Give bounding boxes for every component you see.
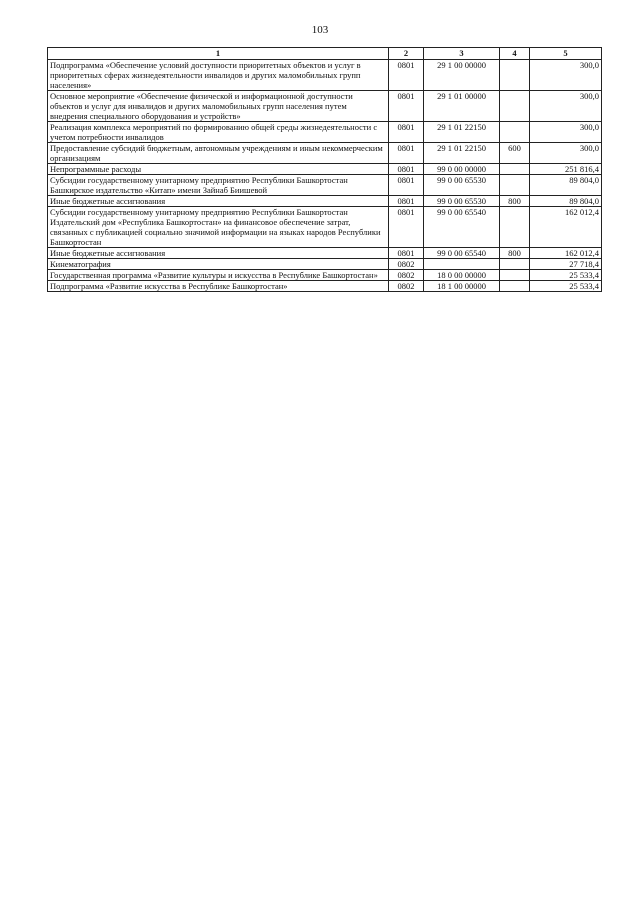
row-target: 99 0 00 65540 [424,207,500,248]
row-amount: 89 804,0 [530,196,602,207]
row-target [424,259,500,270]
row-section: 0801 [389,175,424,196]
row-amount: 25 533,4 [530,270,602,281]
row-target: 99 0 00 65540 [424,248,500,259]
row-name: Подпрограмма «Развитие искусства в Республике Башкортостан» [48,281,389,292]
row-amount: 162 012,4 [530,207,602,248]
row-expense-type [500,259,530,270]
row-section: 0801 [389,164,424,175]
row-expense-type: 600 [500,143,530,164]
row-section: 0801 [389,143,424,164]
row-expense-type: 800 [500,248,530,259]
row-section: 0801 [389,207,424,248]
row-amount: 300,0 [530,60,602,91]
table-row [48,164,602,175]
row-name: Непрограммные расходы [48,164,389,175]
row-target: 99 0 00 65530 [424,196,500,207]
table-header-row [48,48,602,60]
row-expense-type [500,164,530,175]
row-amount: 251 816,4 [530,164,602,175]
row-section: 0801 [389,196,424,207]
row-name: Предоставление субсидий бюджетным, автономным учреждениям и иным некоммерческим организациям [48,143,389,164]
row-section: 0801 [389,122,424,143]
row-target: 29 1 00 00000 [424,60,500,91]
row-target: 29 1 01 00000 [424,91,500,122]
table-row [48,91,602,122]
row-amount: 25 533,4 [530,281,602,292]
row-expense-type [500,207,530,248]
row-name: Реализация комплекса мероприятий по формированию общей среды жизнедеятельности с учетом потребности инвалидов [48,122,389,143]
row-name: Государственная программа «Развитие культуры и искусства в Республике Башкортостан» [48,270,389,281]
row-name: Субсидии государственному унитарному предприятию Республики Башкортостан Издательский дом «Республика Башкортостан» на финансовое обеспечение затрат, связанных с публикацией социально значимой информации на языках народов Республики Башкортостан [48,207,389,248]
row-name: Иные бюджетные ассигнования [48,196,389,207]
row-expense-type: 800 [500,196,530,207]
row-name: Основное мероприятие «Обеспечение физической и информационной доступности объектов и услуг для инвалидов и других маломобильных групп населения путем внедрения специального оборудования и устройств» [48,91,389,122]
row-amount: 300,0 [530,91,602,122]
table-row [48,207,602,248]
row-target: 29 1 01 22150 [424,143,500,164]
row-target: 99 0 00 65530 [424,175,500,196]
table-row [48,259,602,270]
header-col-4: 4 [500,48,530,60]
row-expense-type [500,270,530,281]
row-section: 0801 [389,248,424,259]
row-expense-type [500,60,530,91]
header-col-2: 2 [389,48,424,60]
table-row [48,248,602,259]
table-row [48,175,602,196]
row-section: 0801 [389,91,424,122]
row-section: 0802 [389,270,424,281]
row-expense-type [500,281,530,292]
row-target: 18 1 00 00000 [424,281,500,292]
table-row [48,60,602,91]
row-amount: 300,0 [530,143,602,164]
row-target: 29 1 01 22150 [424,122,500,143]
table-row [48,143,602,164]
header-col-5: 5 [530,48,602,60]
row-section: 0802 [389,281,424,292]
row-section: 0802 [389,259,424,270]
header-col-3: 3 [424,48,500,60]
row-expense-type [500,175,530,196]
table-row [48,122,602,143]
row-section: 0801 [389,60,424,91]
row-target: 18 0 00 00000 [424,270,500,281]
table-row [48,281,602,292]
header-col-1: 1 [48,48,389,60]
row-target: 99 0 00 00000 [424,164,500,175]
row-amount: 162 012,4 [530,248,602,259]
table-row [48,196,602,207]
row-expense-type [500,122,530,143]
page-number: 103 [311,24,329,36]
row-name: Подпрограмма «Обеспечение условий доступности приоритетных объектов и услуг в приоритетных сферах жизнедеятельности инвалидов и других маломобильных групп населения» [48,60,389,91]
row-name: Иные бюджетные ассигнования [48,248,389,259]
row-amount: 300,0 [530,122,602,143]
row-expense-type [500,91,530,122]
row-name: Кинематография [48,259,389,270]
row-name: Субсидии государственному унитарному предприятию Республики Башкортостан Башкирское издательство «Китап» имени Зайнаб Биишевой [48,175,389,196]
budget-table [47,47,602,292]
table-row [48,270,602,281]
row-amount: 27 718,4 [530,259,602,270]
row-amount: 89 804,0 [530,175,602,196]
